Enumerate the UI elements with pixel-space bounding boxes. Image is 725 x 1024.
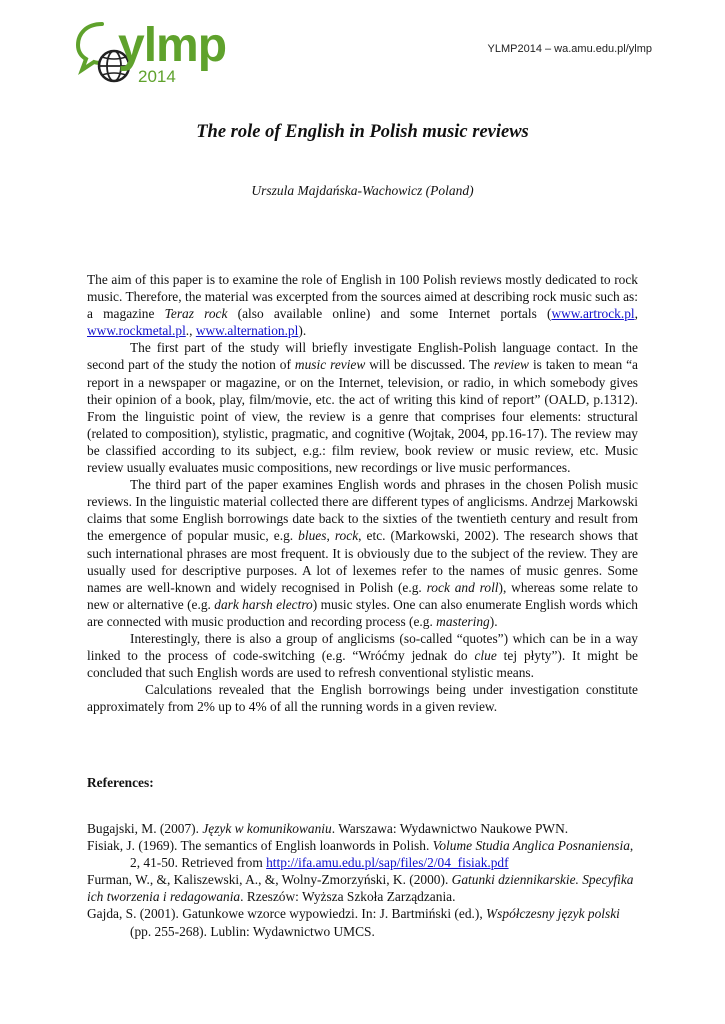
text-run: ), whereas some relate to new or alternative (e.g.: [87, 579, 638, 612]
link-rockmetal[interactable]: www.rockmetal.pl: [87, 323, 186, 339]
reference-item: [87, 837, 638, 871]
text-italic: blues: [298, 528, 327, 544]
paragraph-3: [87, 476, 638, 630]
logo-year: 2014: [138, 67, 176, 86]
text-run: Bugajski, M. (2007).: [87, 821, 203, 836]
reference-item: [87, 820, 638, 837]
text-italic: Gatunki dziennikarskie. Specyfika ich tworzenia i redagowania: [87, 872, 634, 905]
text-run: The third part of the paper examines English words and phrases in the chosen Polish music reviews. In the linguistic material collected there are different types of anglicisms. Andrzej Markowski claims that some English borrowings date back to the sixties of the twentieth century and result from the emergence of popular music, e.g.: [87, 477, 638, 544]
references-list: [87, 820, 638, 940]
text-italic: mastering: [436, 613, 490, 629]
text-italic: Teraz rock: [164, 306, 228, 322]
reference-item: [87, 905, 638, 939]
text-italic: rock and roll: [426, 579, 499, 595]
text-run: The aim of this paper is to examine the role of English in 100 Polish reviews mostly dedicated to rock music. Therefore, the material was excerpted from the sources aimed at describing rock music such as: a magazine: [87, 272, 638, 322]
text-run: The first part of the study will briefly investigate English-Polish language contact. In the second part of the study the notion of: [87, 340, 638, 373]
text-italic: review: [493, 357, 529, 373]
text-run: Interestingly, there is also a group of anglicisms (so-called “quotes”) which can be in a way linked to the process of code-switching (e.g. “Wróćmy jednak do: [87, 630, 638, 664]
text-italic: dark harsh electro: [214, 596, 313, 612]
paragraph-1: [87, 271, 638, 339]
text-run: , etc. (Markowski, 2002). The research shows that such international phrases are most frequent. It is obviously due to the subject of the review. They are usually used for descriptive purposes. A lot of lexemes refer to the names of music genres. Some names are well-known and widely recognised in Polish (e.g.: [87, 528, 638, 595]
header-url: YLMP2014 – wa.amu.edu.pl/ylmp: [487, 43, 652, 55]
references-heading: References:: [87, 775, 154, 790]
text-run: ,: [634, 306, 638, 322]
paragraph-4: [87, 630, 638, 681]
text-run: will be discussed. The: [365, 357, 494, 373]
text-run: (pp. 255-268). Lublin: Wydawnictwo UMCS.: [130, 923, 375, 939]
text-italic: music review: [294, 357, 366, 373]
text-run: .,: [185, 323, 196, 339]
text-run: ) music styles. One can also enumerate English words which are connected with music production and recording process (e.g.: [87, 596, 638, 629]
text-run: . Rzeszów: Wyższa Szkoła Zarządzania.: [240, 889, 456, 905]
text-run: (also available online) and some Internet portals (: [227, 306, 552, 322]
text-run: . Warszawa: Wydawnictwo Naukowe PWN.: [331, 821, 569, 836]
text-run: ).: [489, 613, 498, 629]
link-alternation[interactable]: www.alternation.pl: [195, 323, 299, 339]
logo-wordmark: ylmp: [118, 19, 227, 72]
text-run: tej płyty”). It might be concluded that such English words are used to refresh conventional stylistic means.: [87, 648, 638, 681]
text-italic: Język w komunikowaniu: [202, 821, 332, 836]
text-italic: clue: [474, 648, 497, 664]
text-italic: Współczesny język polski: [486, 906, 620, 922]
text-run: ,: [326, 528, 335, 544]
paper-author: Urszula Majdańska-Wachowicz (Poland): [251, 183, 474, 198]
text-run: , 2, 41-50. Retrieved from: [130, 838, 634, 871]
reference-item: [87, 871, 638, 905]
text-run: is taken to mean “a report in a newspaper or magazine, or on the Internet, television, or radio, in which somebody gives their opinion of a book, play, film/movie, etc. the act of writing this kind of report” (OALD, p.1312). From the linguistic point of view, the review is a genre that comprises four elements: structural (related to composition), stylistic, pragmatic, and cognitive (Wojtak, 2004, pp.16-17). The review may be classified according to its subject, e.g.: film review, book review or music review, etc. Music review usually evaluates music compositions, new recordings or live music performances.: [87, 357, 638, 476]
text-italic: rock: [334, 528, 359, 544]
text-run: Fisiak, J. (1969). The semantics of English loanwords in Polish.: [87, 838, 433, 854]
text-run: Furman, W., &, Kaliszewski, A., &, Wolny-Zmorzyński, K. (2000).: [87, 872, 452, 888]
ylmp-logo: [72, 18, 252, 88]
paragraph-2: [87, 339, 638, 476]
paragraph-5: Calculations revealed that the English borrowings being under investigation constitute approximately from 2% up to 4% of all the running words in a given review.: [87, 682, 638, 715]
text-run: Gajda, S. (2001). Gatunkowe wzorce wypowiedzi. In: J. Bartmiński (ed.),: [87, 906, 487, 922]
abstract-body: [87, 271, 638, 715]
link-fisiak-pdf[interactable]: http://ifa.amu.edu.pl/sap/files/2/04_fisiak.pdf: [266, 855, 509, 871]
text-run: ).: [298, 323, 307, 339]
text-italic: Volume Studia Anglica Posnaniensia: [432, 838, 630, 854]
paper-title: The role of English in Polish music reviews: [196, 122, 529, 142]
link-artrock[interactable]: www.artrock.pl: [551, 306, 635, 322]
